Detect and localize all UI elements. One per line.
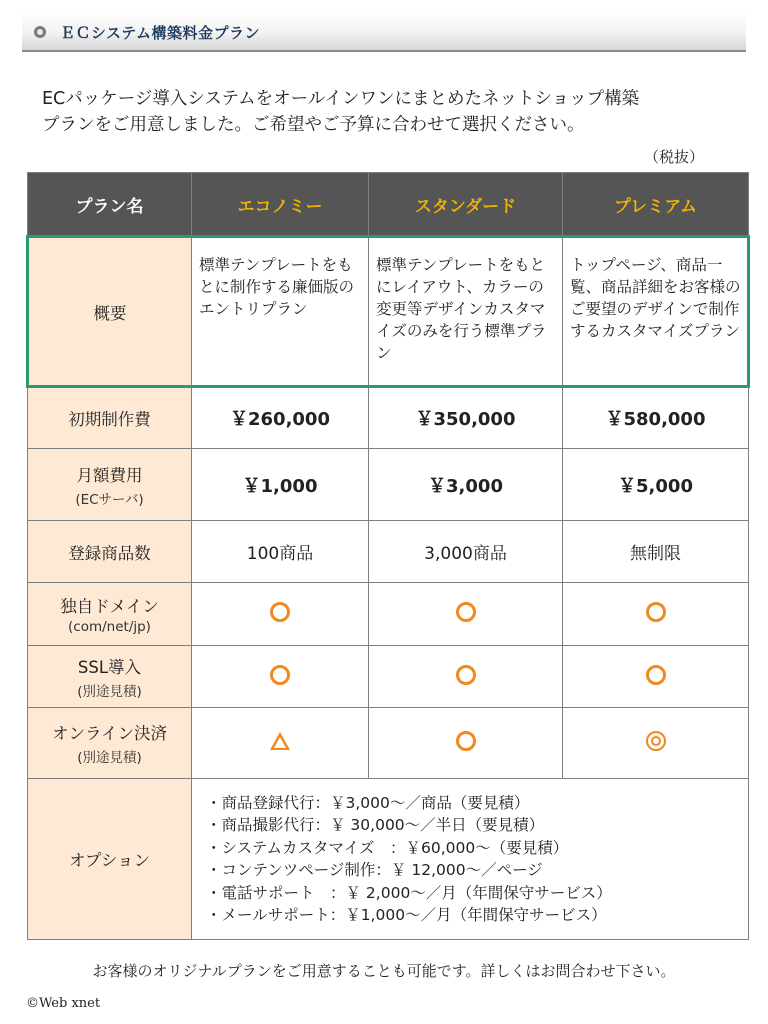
row-label-domain-text: 独自ドメイン: [60, 597, 159, 616]
payment-premium: [563, 708, 749, 779]
list-item: ・コンテンツページ制作：￥ 12,000～／ページ: [206, 861, 543, 879]
summary-standard: 標準テンプレートをもとにレイアウト、カラーの変更等デザインカスタマイズのみを行う標準プラン: [369, 237, 563, 387]
intro-line-1: ECパッケージ導入システムをオールインワンにまとめたネットショップ構築: [42, 89, 640, 109]
initial-standard: ￥350,000: [369, 387, 563, 449]
row-label-options: オプション: [28, 779, 192, 940]
list-item: ・メールサポート：￥1,000～／月（年間保守サービス）: [206, 906, 607, 924]
page-title: ＥＣシステム構築料金プラン: [60, 24, 261, 42]
row-label-ssl: [28, 646, 192, 708]
row-label-ssl-text: SSL導入: [77, 657, 142, 677]
plan-header-premium: プレミアム: [563, 173, 749, 237]
circle-icon: [270, 602, 290, 622]
triangle-icon: [270, 732, 290, 750]
row-label-monthly-text: 月額費用: [76, 465, 143, 485]
plan-header-standard: スタンダード: [369, 173, 563, 237]
table-header-row: [28, 173, 749, 237]
ssl-premium: [563, 646, 749, 708]
row-label-products: 登録商品数: [28, 521, 192, 583]
products-standard: 3,000商品: [369, 521, 563, 583]
row-label-monthly-sub: (ECサーバ): [75, 491, 144, 508]
ssl-standard: [369, 646, 563, 708]
table-row-summary: [28, 237, 749, 387]
summary-premium: トップページ、商品一覧、商品詳細をお客様のご要望のデザインで制作するカスタマイズプラン: [563, 237, 749, 387]
list-item: ・商品登録代行：￥3,000～／商品（要見積）: [206, 793, 530, 812]
double-circle-icon: [646, 731, 666, 751]
payment-economy: [192, 708, 369, 779]
list-item: ・商品撮影代行：￥ 30,000～／半日（要見積）: [206, 816, 545, 834]
footer-note: お客様のオリジナルプランをご用意することも可能です。詳しくはお問合わせ下さい。: [92, 962, 676, 980]
row-label-domain: [28, 583, 192, 646]
circle-icon: [456, 665, 476, 685]
row-label-ssl-sub: (別途見積): [77, 683, 142, 700]
table-row-domain: [28, 583, 749, 646]
circle-icon: [270, 665, 290, 685]
options-cell: [192, 779, 749, 940]
table-row-options: [28, 779, 749, 940]
circle-icon: [456, 731, 476, 751]
domain-economy: [192, 583, 369, 646]
pricing-table: [26, 172, 750, 940]
domain-premium: [563, 583, 749, 646]
domain-standard: [369, 583, 563, 646]
row-label-monthly: [28, 449, 192, 521]
monthly-standard: ￥3,000: [369, 449, 563, 521]
list-item: ・電話サポート ：￥ 2,000～／月（年間保守サービス）: [206, 883, 612, 902]
payment-standard: [369, 708, 563, 779]
row-label-domain-sub: (com/net/jp): [68, 619, 151, 635]
bullet-icon: [34, 26, 46, 38]
row-label-initial: 初期制作費: [28, 387, 192, 449]
circle-icon: [456, 602, 476, 622]
options-list: [192, 792, 748, 927]
monthly-economy: ￥1,000: [192, 449, 369, 521]
products-premium: 無制限: [563, 521, 749, 583]
copyright: ©Web xnet: [26, 996, 101, 1011]
row-label-payment: [28, 708, 192, 779]
list-item: ・システムカスタマイズ ：￥60,000～（要見積）: [206, 838, 569, 857]
monthly-premium: ￥5,000: [563, 449, 749, 521]
table-row-payment: [28, 708, 749, 779]
tax-note: （税抜）: [643, 148, 704, 166]
plan-header-economy: エコノミー: [192, 173, 369, 237]
initial-premium: ￥580,000: [563, 387, 749, 449]
table-row-initial: [28, 387, 749, 449]
section-header: [22, 12, 746, 52]
circle-icon: [646, 665, 666, 685]
intro-text: [42, 86, 742, 138]
table-row-ssl: [28, 646, 749, 708]
intro-line-2: プランをご用意しました。ご希望やご予算に合わせて選択ください。: [42, 115, 585, 135]
initial-economy: ￥260,000: [192, 387, 369, 449]
plan-name-header: プラン名: [28, 173, 192, 237]
row-label-payment-text: オンライン決済: [51, 724, 167, 743]
summary-economy: 標準テンプレートをもとに制作する廉価版のエントリプラン: [192, 237, 369, 387]
products-economy: 100商品: [192, 521, 369, 583]
row-label-payment-sub: (別途見積): [77, 750, 142, 766]
ssl-economy: [192, 646, 369, 708]
table-row-monthly: [28, 449, 749, 521]
circle-icon: [646, 602, 666, 622]
table-row-products: [28, 521, 749, 583]
row-label-summary: 概要: [28, 237, 192, 387]
